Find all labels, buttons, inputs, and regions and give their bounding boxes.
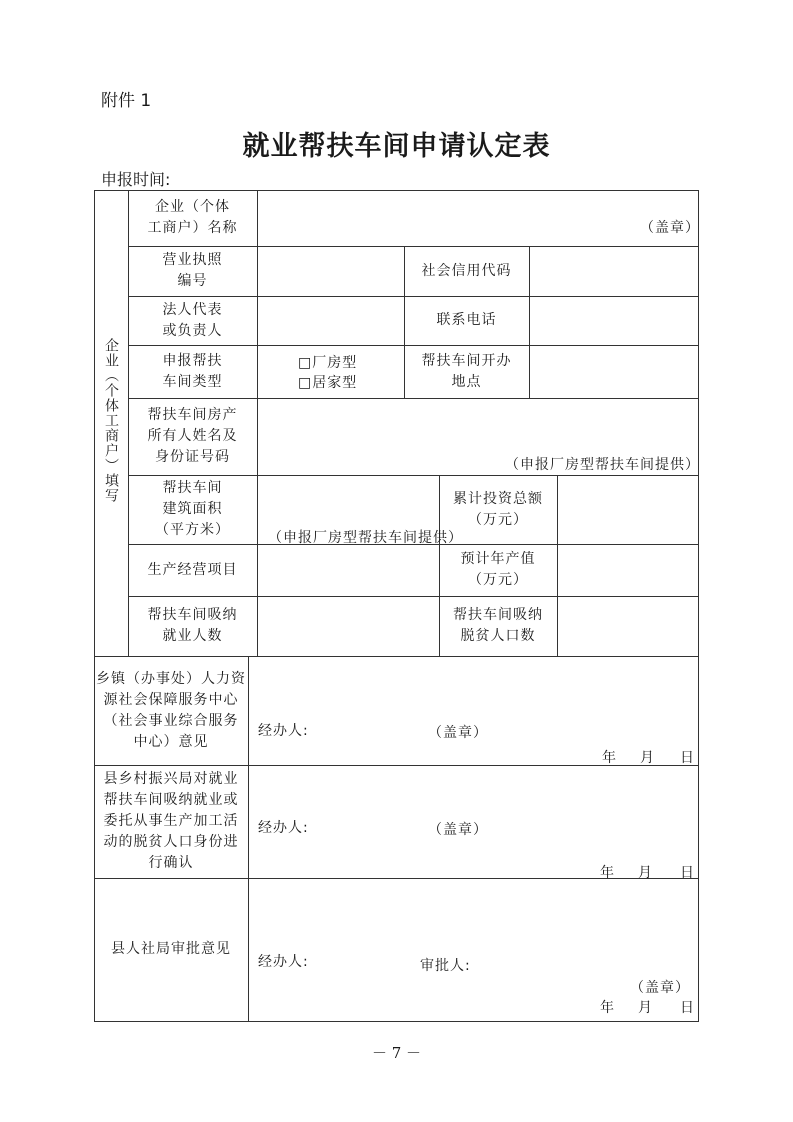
day-label: 日 (680, 1000, 695, 1016)
owner-label: 帮扶车间房产 所有人姓名及 身份证号码 (147, 407, 238, 465)
section-label: 企业（个体工商户）填写 (103, 337, 119, 503)
date-label: 申报时间: (101, 170, 171, 189)
month-label: 月 (640, 750, 655, 766)
location-label: 帮扶车间开办 地点 (421, 352, 512, 390)
day-label: 日 (680, 865, 695, 881)
employment-label: 帮扶车间吸纳 就业人数 (147, 607, 238, 644)
option-factory[interactable]: □厂房型 (298, 355, 358, 371)
rural-bureau-opinion-label: 县乡村振兴局对就业 帮扶车间吸纳就业或 委托从事生产加工活 动的脱贫人口身份进 行确认 (103, 771, 239, 871)
area-note: （申报厂房型帮扶车间提供） (268, 530, 463, 546)
license-label: 营业执照 编号 (162, 252, 223, 289)
page-number: － 7 － (371, 1044, 422, 1062)
handler-label: 经办人: (258, 723, 309, 739)
year-label: 年 (602, 750, 617, 766)
legal-rep-label: 法人代表 或负责人 (162, 301, 223, 339)
handler-label: 经办人: (258, 954, 309, 970)
stamp-label: （盖章） (630, 980, 690, 996)
poverty-employment-label: 帮扶车间吸纳 脱贫人口数 (453, 607, 543, 644)
month-label: 月 (638, 865, 653, 881)
area-label: 帮扶车间 建筑面积 （平方米） (155, 480, 230, 538)
handler-label: 经办人: (258, 820, 309, 836)
workshop-type-label: 申报帮扶 车间类型 (162, 352, 223, 390)
company-stamp: （盖章） (640, 220, 700, 236)
form-title: 就业帮扶车间申请认定表 (242, 131, 551, 162)
hr-bureau-opinion-label: 县人社局审批意见 (111, 941, 231, 957)
stamp-label: （盖章） (428, 725, 488, 741)
company-name-label: 企业（个体 工商户）名称 (147, 199, 238, 236)
attachment-label: 附件 1 (101, 91, 152, 111)
phone-label: 联系电话 (436, 312, 497, 328)
stamp-label: （盖章） (428, 822, 488, 838)
day-label: 日 (680, 750, 695, 766)
approver-label: 审批人: (420, 958, 471, 974)
investment-label: 累计投资总额 （万元） (453, 490, 543, 528)
option-home[interactable]: □居家型 (298, 375, 358, 391)
month-label: 月 (638, 1000, 653, 1016)
output-label: 预计年产值 （万元） (460, 551, 536, 588)
year-label: 年 (600, 865, 615, 881)
year-label: 年 (600, 1000, 615, 1016)
business-label: 生产经营项目 (147, 561, 238, 578)
township-opinion-label: 乡镇（办事处）人力资 源社会保障服务中心 （社会事业综合服务 中心）意见 (96, 670, 246, 750)
credit-code-label: 社会信用代码 (421, 262, 512, 279)
owner-note: （申报厂房型帮扶车间提供） (505, 457, 700, 473)
